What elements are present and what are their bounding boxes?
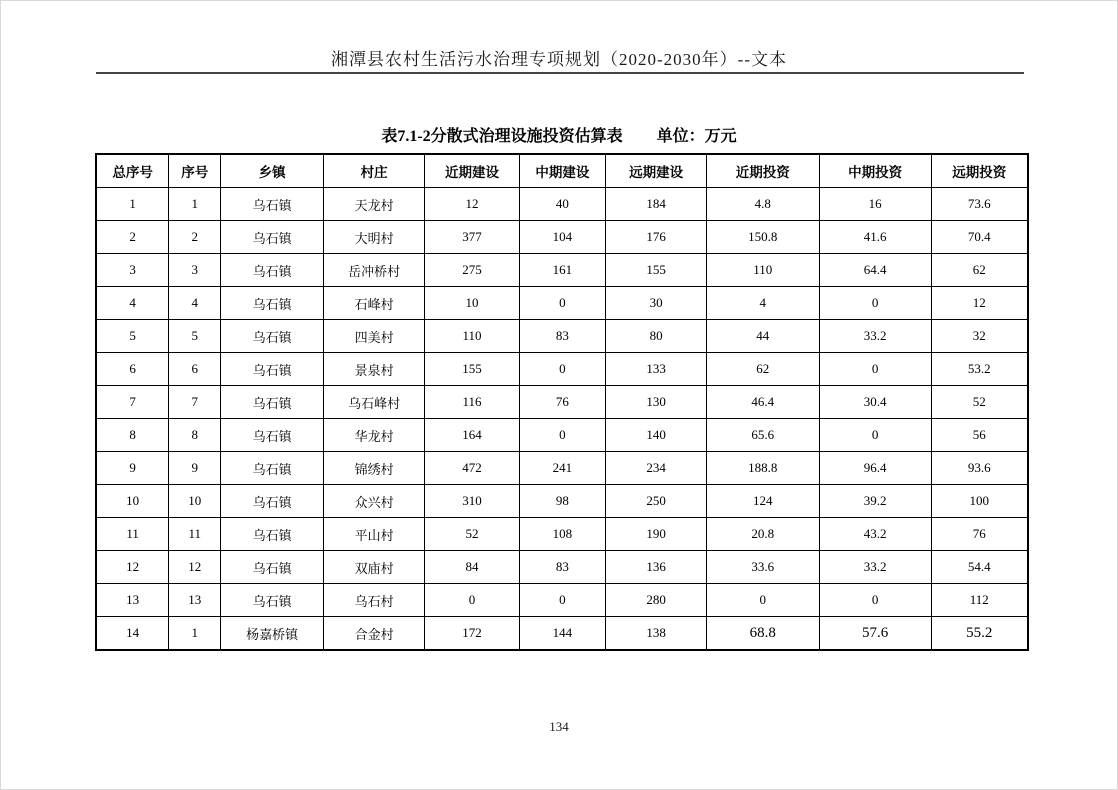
table-cell: 乌石镇 — [221, 551, 324, 584]
table-cell: 41.6 — [819, 221, 931, 254]
table-cell: 7 — [96, 386, 169, 419]
table-body — [96, 188, 1028, 651]
table-row — [96, 617, 1028, 651]
table-cell: 1 — [96, 188, 169, 221]
table-cell: 190 — [606, 518, 707, 551]
table-row — [96, 386, 1028, 419]
table-cell: 10 — [96, 485, 169, 518]
header-divider-line — [96, 72, 1024, 74]
table-cell: 184 — [606, 188, 707, 221]
table-cell: 172 — [425, 617, 519, 651]
table-cell: 13 — [169, 584, 221, 617]
table-cell: 6 — [169, 353, 221, 386]
table-cell: 合金村 — [323, 617, 425, 651]
table-cell: 8 — [169, 419, 221, 452]
table-cell: 30 — [606, 287, 707, 320]
table-row — [96, 518, 1028, 551]
table-cell: 3 — [169, 254, 221, 287]
table-cell: 150.8 — [706, 221, 819, 254]
table-row — [96, 221, 1028, 254]
table-cell: 0 — [425, 584, 519, 617]
table-cell: 65.6 — [706, 419, 819, 452]
table-cell: 0 — [519, 353, 606, 386]
table-cell: 5 — [169, 320, 221, 353]
table-row — [96, 419, 1028, 452]
table-cell: 1 — [169, 188, 221, 221]
table-caption — [1, 123, 1117, 146]
table-row — [96, 584, 1028, 617]
column-header: 近期投资 — [706, 154, 819, 188]
table-cell: 116 — [425, 386, 519, 419]
table-cell: 0 — [819, 353, 931, 386]
table-cell: 52 — [425, 518, 519, 551]
table-cell: 1 — [169, 617, 221, 651]
table-cell: 155 — [606, 254, 707, 287]
table-cell: 4 — [96, 287, 169, 320]
table-cell: 7 — [169, 386, 221, 419]
table-cell: 大明村 — [323, 221, 425, 254]
table-cell: 57.6 — [819, 617, 931, 651]
table-cell: 20.8 — [706, 518, 819, 551]
table-cell: 10 — [425, 287, 519, 320]
table-row — [96, 551, 1028, 584]
table-cell: 0 — [519, 287, 606, 320]
table-cell: 30.4 — [819, 386, 931, 419]
table-cell: 80 — [606, 320, 707, 353]
column-header: 村庄 — [323, 154, 425, 188]
table-cell: 188.8 — [706, 452, 819, 485]
table-cell: 234 — [606, 452, 707, 485]
table-cell: 4.8 — [706, 188, 819, 221]
table-cell: 44 — [706, 320, 819, 353]
table-cell: 3 — [96, 254, 169, 287]
table-cell: 双庙村 — [323, 551, 425, 584]
table-cell: 39.2 — [819, 485, 931, 518]
table-cell: 98 — [519, 485, 606, 518]
table-cell: 136 — [606, 551, 707, 584]
table-cell: 11 — [169, 518, 221, 551]
table-cell: 2 — [169, 221, 221, 254]
table-cell: 112 — [931, 584, 1028, 617]
table-cell: 100 — [931, 485, 1028, 518]
table-cell: 12 — [931, 287, 1028, 320]
table-cell: 12 — [169, 551, 221, 584]
page-number: 134 — [549, 719, 569, 734]
table-row — [96, 287, 1028, 320]
table-cell: 54.4 — [931, 551, 1028, 584]
table-row — [96, 254, 1028, 287]
column-header: 远期投资 — [931, 154, 1028, 188]
table-cell: 乌石镇 — [221, 386, 324, 419]
column-header: 序号 — [169, 154, 221, 188]
table-cell: 杨嘉桥镇 — [221, 617, 324, 651]
table-cell: 0 — [706, 584, 819, 617]
table-cell: 84 — [425, 551, 519, 584]
column-header: 乡镇 — [221, 154, 324, 188]
table-cell: 83 — [519, 551, 606, 584]
table-cell: 岳冲桥村 — [323, 254, 425, 287]
table-cell: 4 — [169, 287, 221, 320]
table-cell: 33.2 — [819, 320, 931, 353]
table-cell: 12 — [425, 188, 519, 221]
table-cell: 平山村 — [323, 518, 425, 551]
table-cell: 13 — [96, 584, 169, 617]
table-cell: 乌石镇 — [221, 584, 324, 617]
table-cell: 乌石镇 — [221, 254, 324, 287]
table-row — [96, 188, 1028, 221]
table-row — [96, 353, 1028, 386]
table-cell: 176 — [606, 221, 707, 254]
table-cell: 2 — [96, 221, 169, 254]
table-cell: 华龙村 — [323, 419, 425, 452]
column-header: 近期建设 — [425, 154, 519, 188]
table-cell: 0 — [819, 584, 931, 617]
table-cell: 133 — [606, 353, 707, 386]
table-cell: 70.4 — [931, 221, 1028, 254]
table-cell: 104 — [519, 221, 606, 254]
table-cell: 0 — [819, 287, 931, 320]
table-cell: 93.6 — [931, 452, 1028, 485]
table-row — [96, 320, 1028, 353]
table-cell: 250 — [606, 485, 707, 518]
table-cell: 140 — [606, 419, 707, 452]
document-header — [1, 45, 1117, 73]
table-cell: 310 — [425, 485, 519, 518]
table-cell: 241 — [519, 452, 606, 485]
table-cell: 64.4 — [819, 254, 931, 287]
table-cell: 11 — [96, 518, 169, 551]
table-cell: 10 — [169, 485, 221, 518]
table-title: 表7.1-2分散式治理设施投资估算表 — [381, 128, 623, 145]
table-cell: 53.2 — [931, 353, 1028, 386]
table-cell: 280 — [606, 584, 707, 617]
table-cell: 乌石镇 — [221, 452, 324, 485]
table-cell: 62 — [706, 353, 819, 386]
column-header: 中期投资 — [819, 154, 931, 188]
table-cell: 景泉村 — [323, 353, 425, 386]
table-cell: 68.8 — [706, 617, 819, 651]
table-cell: 乌石镇 — [221, 221, 324, 254]
table-cell: 0 — [519, 584, 606, 617]
table-head — [96, 154, 1028, 188]
table-cell: 472 — [425, 452, 519, 485]
document-title: 湘潭县农村生活污水治理专项规划（2020-2030年）--文本 — [331, 45, 787, 73]
table-cell: 83 — [519, 320, 606, 353]
table-cell: 9 — [96, 452, 169, 485]
table-cell: 73.6 — [931, 188, 1028, 221]
table-cell: 33.6 — [706, 551, 819, 584]
table-cell: 33.2 — [819, 551, 931, 584]
table-row — [96, 452, 1028, 485]
column-header: 总序号 — [96, 154, 169, 188]
table-cell: 76 — [931, 518, 1028, 551]
column-header: 中期建设 — [519, 154, 606, 188]
table-cell: 40 — [519, 188, 606, 221]
table-cell: 96.4 — [819, 452, 931, 485]
table-cell: 46.4 — [706, 386, 819, 419]
table-cell: 377 — [425, 221, 519, 254]
table-header-row — [96, 154, 1028, 188]
table-cell: 55.2 — [931, 617, 1028, 651]
table-cell: 锦绣村 — [323, 452, 425, 485]
table-cell: 52 — [931, 386, 1028, 419]
table-cell: 乌石镇 — [221, 518, 324, 551]
table-cell: 四美村 — [323, 320, 425, 353]
table-row — [96, 485, 1028, 518]
table-cell: 0 — [519, 419, 606, 452]
table-cell: 110 — [706, 254, 819, 287]
table-cell: 乌石峰村 — [323, 386, 425, 419]
table-cell: 乌石村 — [323, 584, 425, 617]
investment-estimate-table — [95, 153, 1029, 651]
table-cell: 乌石镇 — [221, 353, 324, 386]
table-cell: 130 — [606, 386, 707, 419]
table-cell: 5 — [96, 320, 169, 353]
table-cell: 14 — [96, 617, 169, 651]
table-cell: 乌石镇 — [221, 419, 324, 452]
table-cell: 众兴村 — [323, 485, 425, 518]
table-cell: 0 — [819, 419, 931, 452]
table-cell: 16 — [819, 188, 931, 221]
table-cell: 43.2 — [819, 518, 931, 551]
table-cell: 乌石镇 — [221, 188, 324, 221]
table-cell: 4 — [706, 287, 819, 320]
table-cell: 乌石镇 — [221, 320, 324, 353]
table-cell: 164 — [425, 419, 519, 452]
table-cell: 138 — [606, 617, 707, 651]
table-cell: 161 — [519, 254, 606, 287]
table-cell: 天龙村 — [323, 188, 425, 221]
table-cell: 乌石镇 — [221, 485, 324, 518]
column-header: 远期建设 — [606, 154, 707, 188]
table-cell: 275 — [425, 254, 519, 287]
table-cell: 155 — [425, 353, 519, 386]
table-cell: 32 — [931, 320, 1028, 353]
table-cell: 108 — [519, 518, 606, 551]
table-unit-label: 单位：万元 — [656, 128, 737, 145]
table-cell: 8 — [96, 419, 169, 452]
table-cell: 乌石镇 — [221, 287, 324, 320]
table-cell: 110 — [425, 320, 519, 353]
table-cell: 石峰村 — [323, 287, 425, 320]
table-cell: 9 — [169, 452, 221, 485]
table-cell: 76 — [519, 386, 606, 419]
table-cell: 62 — [931, 254, 1028, 287]
table-cell: 6 — [96, 353, 169, 386]
table-cell: 56 — [931, 419, 1028, 452]
table-cell: 12 — [96, 551, 169, 584]
table-cell: 124 — [706, 485, 819, 518]
table-cell: 144 — [519, 617, 606, 651]
